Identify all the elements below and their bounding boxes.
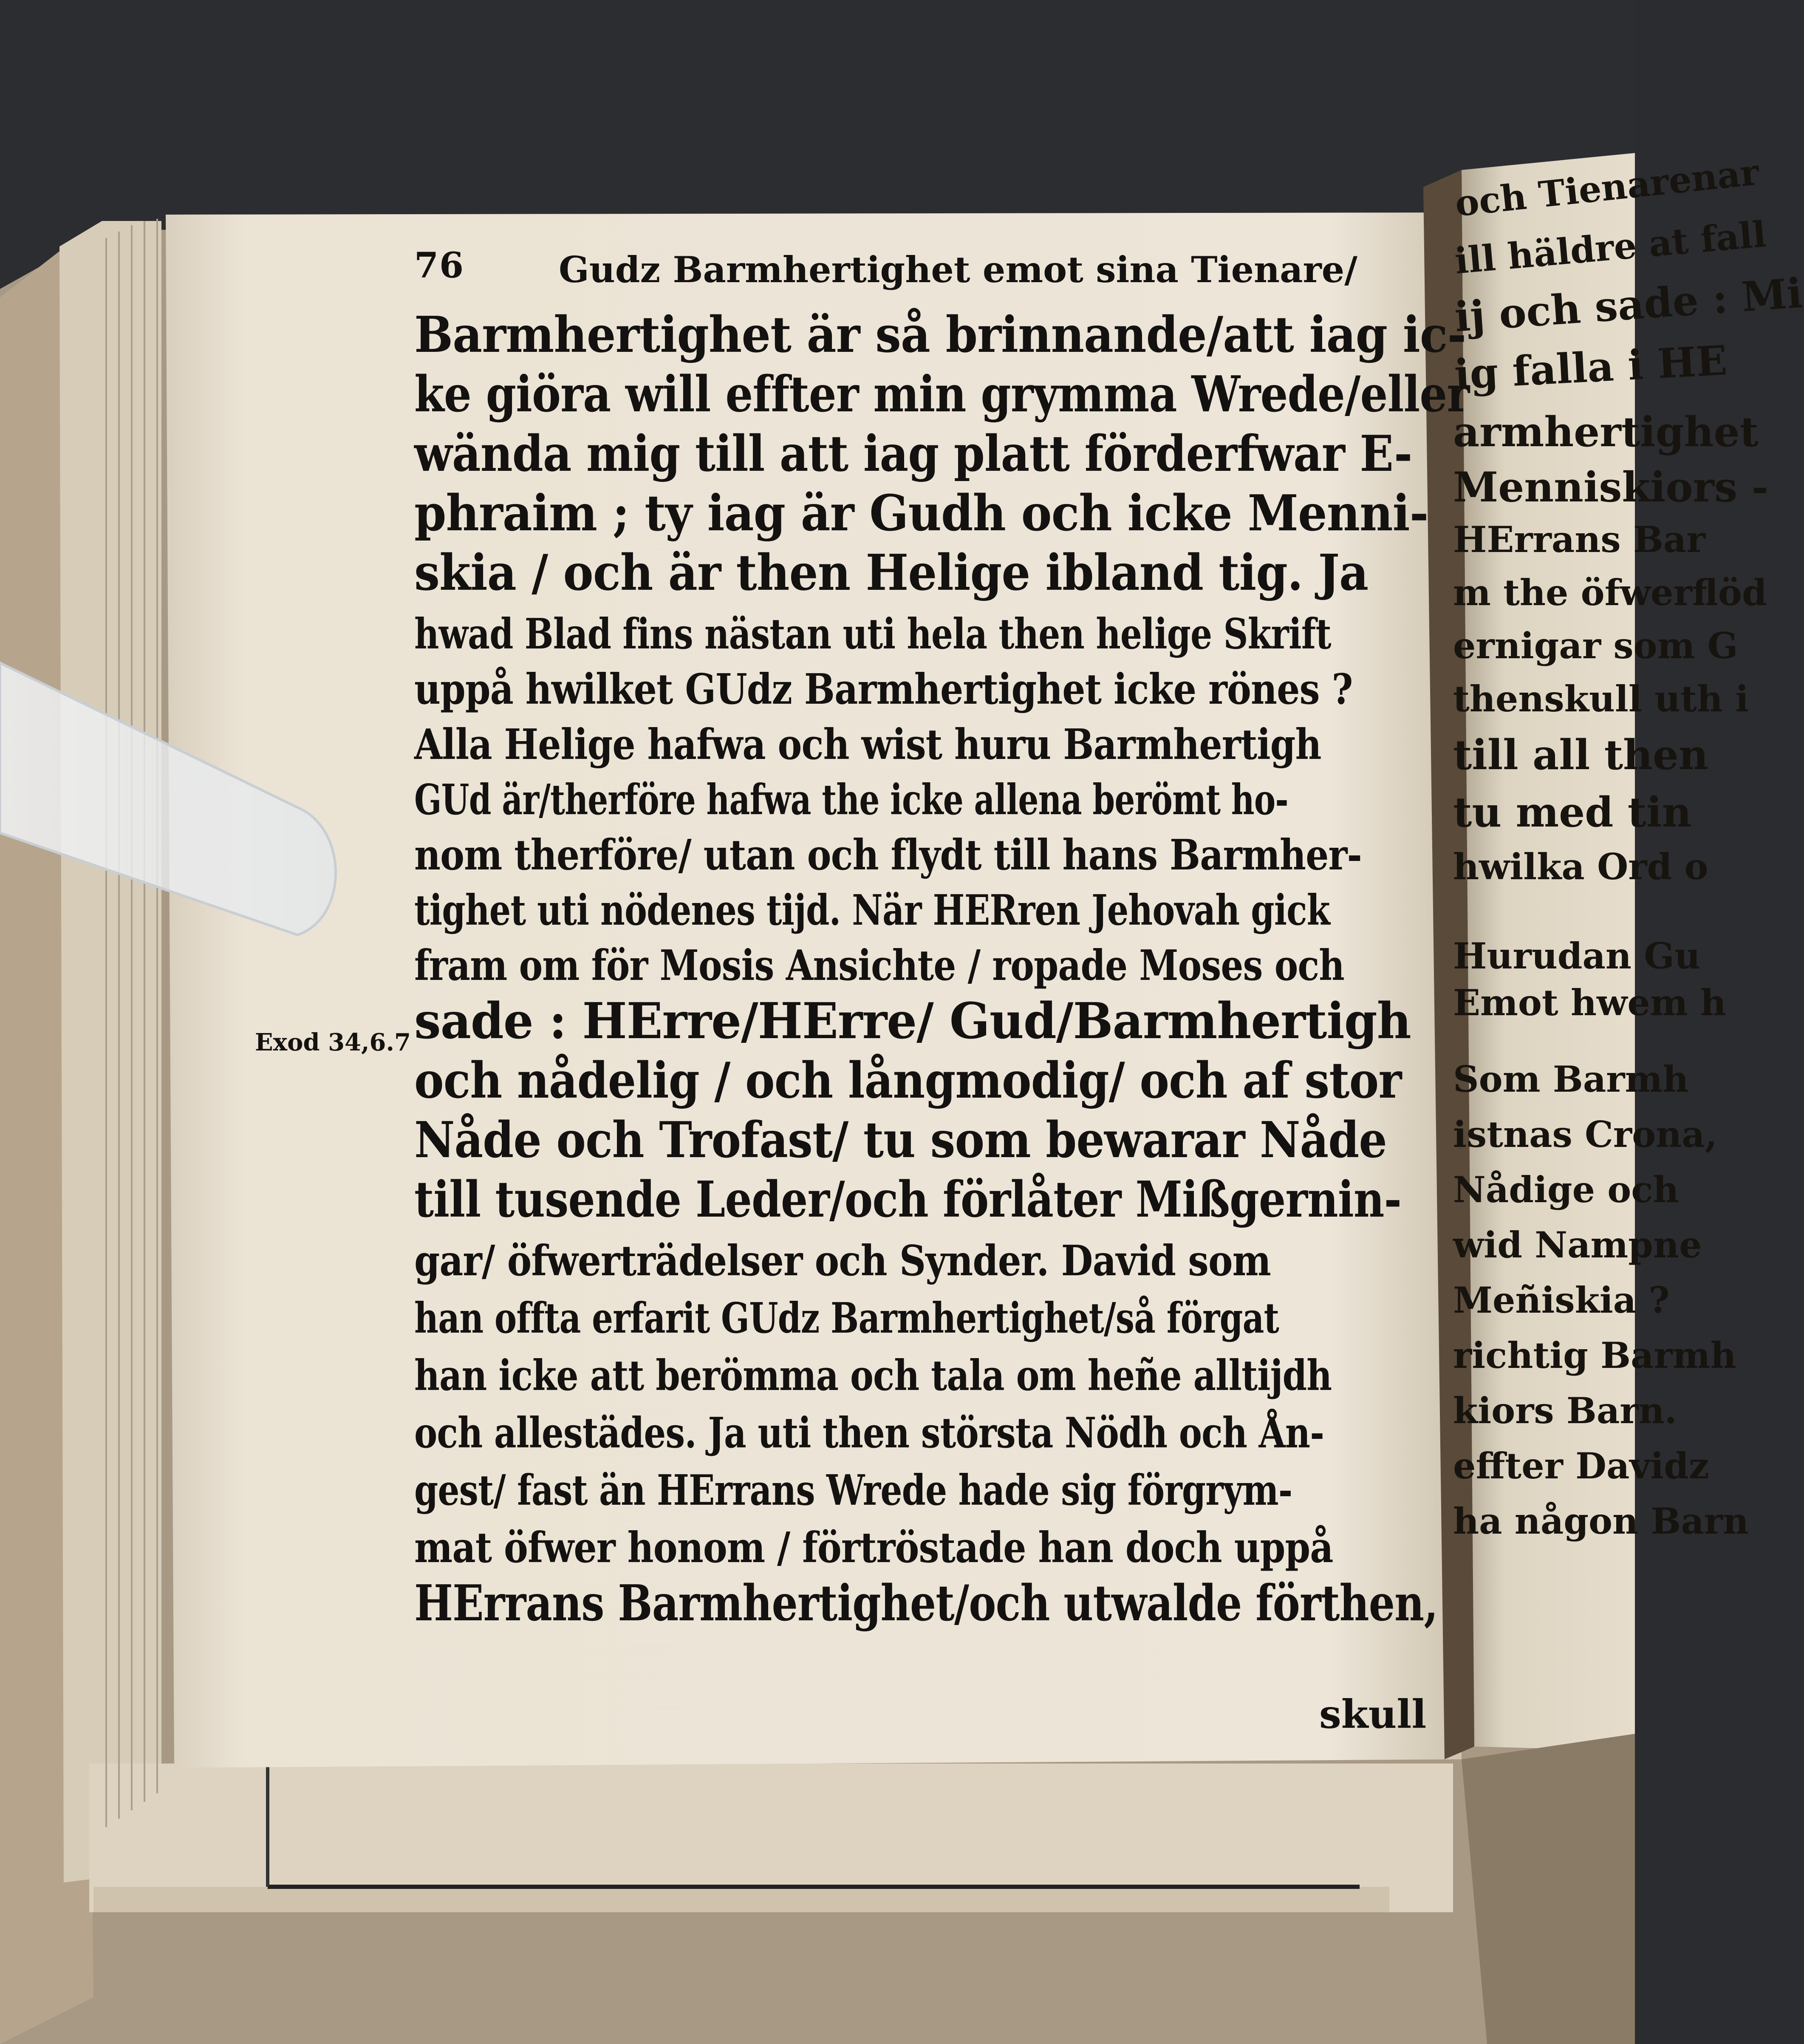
page-number: 76 xyxy=(414,245,465,286)
text-line-3: wända mig till att iag platt förderfwar E- xyxy=(414,425,1412,483)
margin-reference: Exod 34,6.7 xyxy=(255,1028,411,1056)
text-line-15: Nåde och Trofast/ tu som bewarar Nåde xyxy=(414,1111,1387,1169)
right-line-3: ij och sade : Mi xyxy=(1453,269,1804,341)
right-line-1: och Tienarenar xyxy=(1453,150,1761,225)
text-line-5: skia / och är then Helige ibland tig. Ja xyxy=(414,544,1369,602)
right-line-20: Meñiskia ? xyxy=(1453,1279,1670,1321)
text-line-11: tighet uti nödenes tijd. När HERren Jehovah gick xyxy=(414,886,1330,935)
right-line-15: Emot hwem h xyxy=(1453,982,1727,1024)
right-line-14: Hurudan Gu xyxy=(1453,935,1701,977)
left-page-text xyxy=(414,236,1470,1737)
right-line-24: ha någon Barn xyxy=(1453,1500,1749,1542)
text-line-23: HErrans Barmhertighet/och utwalde förthen, xyxy=(414,1574,1438,1632)
text-line-20: och allestädes. Ja uti then största Nödh och Ån- xyxy=(414,1409,1324,1458)
right-line-23: effter Davidz xyxy=(1453,1445,1709,1487)
right-line-13: hwilka Ord o xyxy=(1453,846,1708,888)
text-line-7: uppå hwilket GUdz Barmhertighet icke rönes ? xyxy=(414,665,1353,714)
right-line-9: ernigar som G xyxy=(1453,625,1738,667)
running-head-title: Gudz Barmhertighet emot sina Tienare/ xyxy=(559,249,1357,291)
right-line-5: armhertighet xyxy=(1453,408,1759,456)
text-line-8: Alla Helige hafwa och wist huru Barmhertigh xyxy=(414,720,1321,769)
right-line-8: m the öfwerflöd xyxy=(1453,572,1767,614)
running-head xyxy=(414,236,1404,291)
text-line-10: nom therföre/ utan och flydt till hans Barmher- xyxy=(414,831,1362,880)
text-line-13: sade : HErre/HErre/ Gud/Barmhertigh xyxy=(414,992,1411,1050)
right-line-11: till all then xyxy=(1453,731,1708,779)
right-line-10: thenskull uth i xyxy=(1453,678,1749,720)
text-line-9: GUd är/therföre hafwa the icke allena berömt ho- xyxy=(414,776,1288,824)
right-line-17: istnas Crona, xyxy=(1453,1113,1717,1155)
right-line-2: ill häldre at fall xyxy=(1453,212,1768,282)
text-line-21: gest/ fast än HErrans Wrede hade sig förgrym- xyxy=(414,1466,1292,1515)
text-line-2: ke giöra will effter min grymma Wrede/eller xyxy=(414,365,1470,423)
text-line-16: till tusende Leder/och förlåter Mißgernin- xyxy=(414,1171,1402,1229)
right-line-6: Menniskiors - xyxy=(1453,463,1769,511)
right-line-4: ig falla i HE xyxy=(1453,336,1728,399)
right-line-18: Nådige och xyxy=(1453,1169,1679,1211)
text-line-6: hwad Blad fins nästan uti hela then helige Skrift xyxy=(414,610,1331,659)
right-line-21: richtig Barmh xyxy=(1453,1334,1736,1376)
right-line-22: kiors Barn. xyxy=(1453,1390,1677,1432)
text-line-1: Barmhertighet är så brinnande/att iag ic- xyxy=(414,306,1466,364)
right-line-12: tu med tin xyxy=(1453,788,1692,836)
text-line-22: mat öfwer honom / förtröstade han doch uppå xyxy=(414,1523,1333,1572)
catchword: skull xyxy=(1319,1691,1427,1737)
text-line-12: fram om för Mosis Ansichte / ropade Moses och xyxy=(414,941,1345,990)
text-line-18: han offta erfarit GUdz Barmhertighet/så förgat xyxy=(414,1294,1279,1343)
text-line-17: gar/ öfwerträdelser och Synder. David som xyxy=(414,1237,1271,1285)
right-line-16: Som Barmh xyxy=(1453,1058,1689,1100)
right-line-19: wid Nampne xyxy=(1453,1224,1702,1266)
right-page-text xyxy=(1453,150,1804,1764)
text-line-19: han icke att berömma och tala om heñe alltijdh xyxy=(414,1351,1332,1400)
right-line-7: HErrans Bar xyxy=(1453,518,1705,561)
text-line-14: och nådelig / och långmodig/ och af stor xyxy=(414,1052,1402,1110)
text-line-4: phraim ; ty iag är Gudh och icke Menni- xyxy=(414,484,1428,542)
